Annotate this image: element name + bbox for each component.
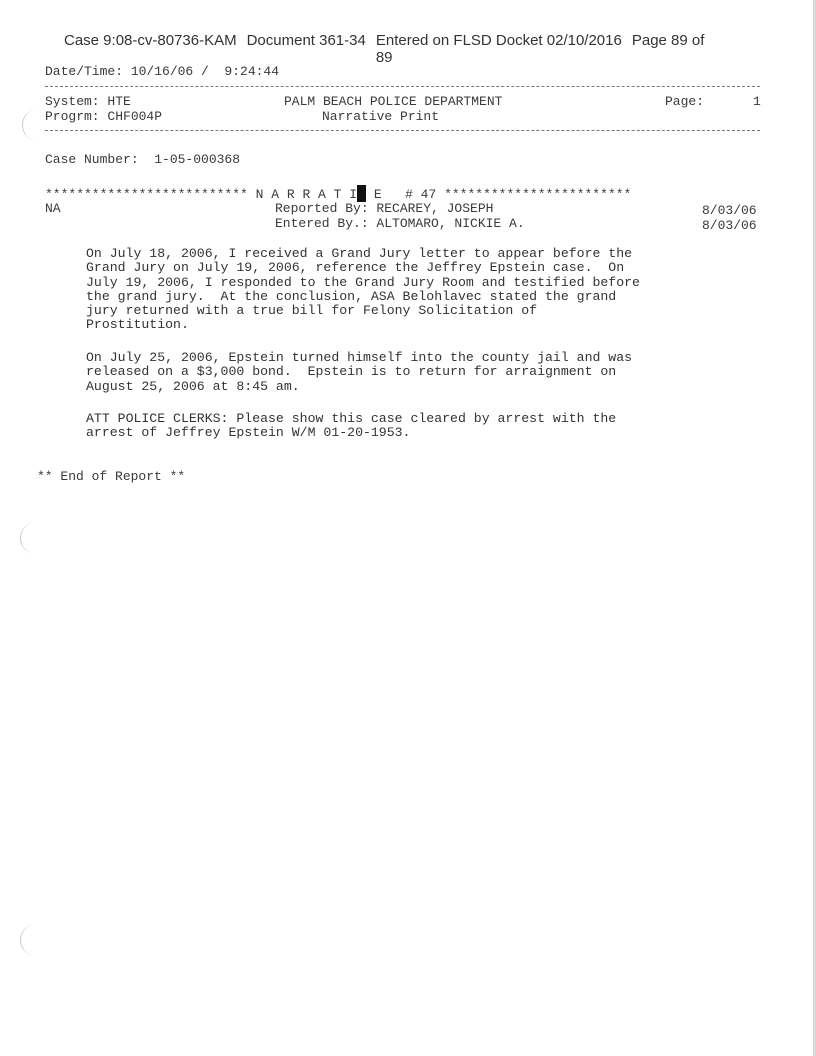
page-label: Page: <box>665 94 705 109</box>
entered-by: Entered By.: ALTOMARO, NICKIE A. <box>275 216 525 231</box>
narrative-paragraph-2: On July 25, 2006, Epstein turned himself into the county jail and was released on a $3,000 bond. Epstein is to return for arraignment on August 25, 2006 at 8:45 am. <box>86 350 633 394</box>
program-label: Progrm: CHF004P <box>45 109 163 124</box>
narrative-title-line <box>45 185 631 202</box>
narrative-title-start: N A R R A T I <box>247 187 358 202</box>
punch-hole-top <box>22 110 49 140</box>
header-divider-top <box>45 86 760 87</box>
page-of-stamp: Page 89 of <box>631 32 705 49</box>
punch-hole-bottom <box>20 925 47 955</box>
narrative-code: NA <box>45 201 61 216</box>
header-divider-bottom <box>45 130 760 131</box>
court-filing-stamp <box>40 32 780 66</box>
page-number: 1 <box>753 94 761 109</box>
redaction-mark <box>357 185 366 202</box>
system-label: System: HTE <box>45 94 131 109</box>
reported-date: 8/03/06 <box>702 203 757 218</box>
punch-hole-middle <box>20 523 47 553</box>
department-name: PALM BEACH POLICE DEPARTMENT <box>284 94 503 109</box>
narrative-title-end: E # 47 <box>366 187 445 202</box>
docket-entry-stamp <box>376 32 622 66</box>
stars-left: ************************** <box>45 187 248 202</box>
stars-right: ************************ <box>444 187 632 202</box>
case-number-stamp: Case 9:08-cv-80736-KAM <box>64 32 237 49</box>
case-number: Case Number: 1-05-000368 <box>45 152 241 167</box>
entered-date: 8/03/06 <box>702 218 757 233</box>
narrative-paragraph-1: On July 18, 2006, I received a Grand Jury letter to appear before the Grand Jury on July 19, 2006, reference the Jeffrey Epstein case. On July 19, 2006, I responded to the Grand Jury Room and testified before the grand jury. At the conclusion, ASA Belohlavec stated the grand jury returned with a true bill for Felony Solicitation of Prostitution. <box>86 246 640 333</box>
document-number-stamp: Document 361-34 <box>246 32 366 49</box>
report-datetime: Date/Time: 10/16/06 / 9:24:44 <box>45 64 280 79</box>
page-total-continued: 89 <box>375 49 393 66</box>
docket-entry-text: Entered on FLSD Docket 02/10/2016 <box>375 32 622 49</box>
end-of-report: ** End of Report ** <box>37 469 186 484</box>
report-type: Narrative Print <box>322 109 440 124</box>
reported-by: Reported By: RECAREY, JOSEPH <box>275 201 494 216</box>
narrative-paragraph-3: ATT POLICE CLERKS: Please show this case cleared by arrest with the arrest of Jeffrey Epstein W/M 01-20-1953. <box>86 411 617 441</box>
